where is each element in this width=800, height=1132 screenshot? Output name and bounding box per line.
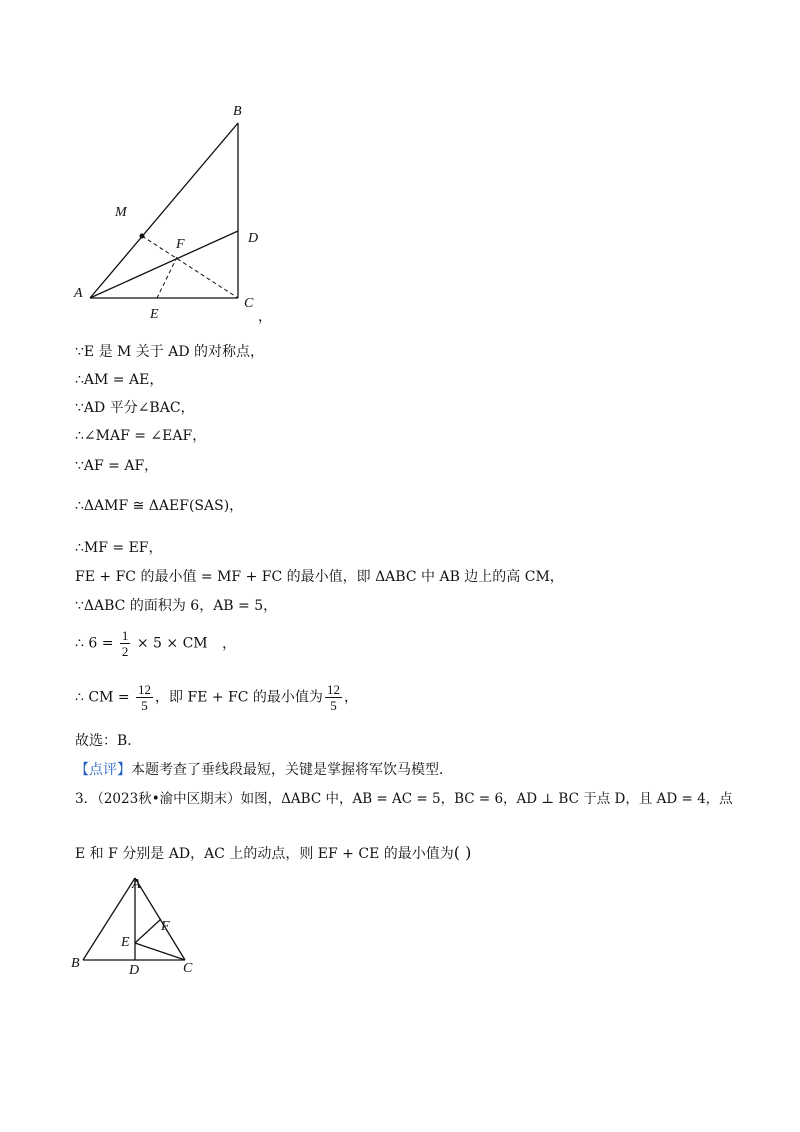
solution-line-9: ∵ΔABC 的面积为 6，AB = 5， (75, 598, 278, 614)
eq-area-suffix: × 5 × CM (132, 635, 208, 652)
label-A: A (132, 877, 141, 892)
solution-line-7: ∴MF = EF， (75, 540, 163, 556)
solution-line-6: ∴ΔAMF ≅ ΔAEF(SAS)， (75, 498, 244, 514)
fraction-numerator: 12 (138, 682, 152, 697)
fraction-twelve-fifths-2 (325, 682, 342, 713)
comment-tag: 【点评】 (75, 762, 131, 778)
eq-cm-prefix: ∴ CM = (75, 689, 135, 706)
label-B: B (71, 956, 80, 971)
eq-cm-tail: ， (343, 689, 358, 706)
fraction-denominator: 5 (141, 698, 148, 713)
fraction-denominator: 5 (330, 698, 337, 713)
equation-cm (75, 682, 358, 713)
problem-3-line-2-text: E 和 F 分别是 AD，AC 上的动点，则 EF + CE 的最小值为 (75, 846, 454, 862)
fraction-denominator: 2 (121, 644, 129, 659)
fraction-twelve-fifths (136, 682, 153, 713)
answer-choice: 故选：B． (75, 733, 142, 749)
figure-1-svg (60, 95, 280, 325)
point-M-dot (140, 234, 145, 239)
problem-3-line-1: 3．（2023秋•渝中区期末）如图，ΔABC 中，AB = AC = 5，BC = 6，AD ⊥ BC 于点 D，且 AD = 4，点 (75, 791, 733, 807)
segment-AC (135, 878, 185, 960)
fraction-numerator: 12 (326, 682, 340, 697)
figure-1-trailing-comma: ， (258, 309, 272, 325)
eq-area-tail: ， (222, 635, 237, 652)
solution-line-1: ∵E 是 M 关于 AD 的对称点， (75, 344, 265, 360)
label-E: E (150, 307, 159, 322)
eq-cm-middle: ，即 FE + FC 的最小值为 (155, 689, 323, 706)
label-M: M (115, 205, 127, 220)
label-A: A (74, 286, 83, 301)
solution-line-4: ∴∠MAF = ∠EAF， (75, 428, 207, 444)
answer-blank-parentheses: ( ) (453, 843, 472, 862)
equation-area (75, 628, 236, 659)
segment-AB (90, 123, 238, 298)
figure-2-svg (65, 870, 205, 980)
figure-2 (65, 870, 205, 980)
problem-3-line-2 (75, 843, 471, 864)
solution-line-2: ∴AM = AE， (75, 372, 164, 388)
segment-EF (135, 919, 161, 943)
label-E: E (121, 935, 130, 950)
solution-line-8: FE + FC 的最小值 = MF + FC 的最小值，即 ΔABC 中 AB 边上的高 CM， (75, 569, 564, 585)
segment-AD (90, 231, 238, 298)
label-C: C (183, 961, 193, 976)
label-B: B (233, 104, 242, 119)
label-D: D (129, 963, 140, 978)
label-D: D (248, 231, 259, 246)
solution-line-3: ∵AD 平分∠BAC， (75, 400, 195, 416)
fraction-one-half (120, 628, 131, 659)
comment-text: 本题考查了垂线段最短，关键是掌握将军饮马模型． (131, 762, 453, 778)
label-F: F (176, 237, 185, 252)
segment-EC (135, 943, 185, 960)
dashed-MC (142, 236, 238, 298)
label-C: C (244, 296, 254, 311)
comment-line (75, 760, 453, 780)
label-F: F (161, 919, 170, 934)
fraction-numerator: 1 (121, 628, 129, 643)
solution-line-5: ∵AF = AF， (75, 458, 159, 474)
eq-area-prefix: ∴ 6 = (75, 635, 118, 652)
figure-1 (60, 95, 280, 325)
